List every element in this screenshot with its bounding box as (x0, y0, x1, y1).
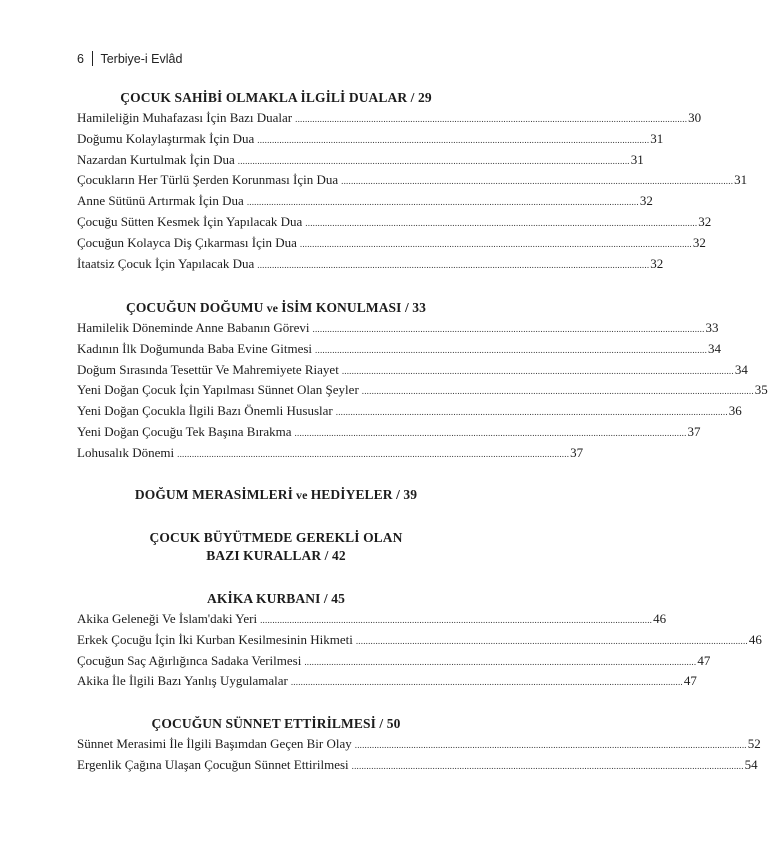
toc-list (77, 736, 761, 778)
toc-entry[interactable] (77, 652, 711, 674)
toc-entry[interactable] (77, 172, 748, 193)
dot-leader: ................................................................................................................................................................ (315, 344, 708, 355)
entry-title: Sünnet Merasimi İle İlgili Başımdan Geçen Bir Olay (77, 736, 352, 751)
entry-title: Kadının İlk Doğumunda Baba Evine Gitmesi (77, 340, 313, 356)
section-title-connector: ve (263, 301, 282, 315)
entry-page: 47 (683, 673, 697, 689)
toc-entry[interactable] (77, 756, 758, 778)
section-title-line: BAZI KURALLAR / 42 (206, 548, 346, 563)
dot-leader: ................................................................................................................................................................ (257, 259, 650, 270)
toc-list (77, 320, 768, 466)
toc-entry[interactable] (77, 255, 664, 277)
entry-title: Akika İle İlgili Bazı Yanlış Uygulamalar (77, 673, 288, 689)
toc-section (77, 715, 761, 778)
dot-leader: ................................................................................................................................................................ (177, 448, 570, 459)
entry-page: 54 (744, 756, 758, 772)
entry-title: Çocuğu Sütten Kesmek İçin Yapılacak Dua (77, 213, 303, 229)
entry-title: Çocuğun Saç Ağırlığınca Sadaka Verilmesi (77, 652, 302, 668)
entry-page: 37 (687, 423, 701, 439)
toc-list (77, 611, 762, 694)
entry-page: 31 (734, 172, 748, 188)
toc-entry[interactable] (77, 193, 653, 214)
toc-entry[interactable] (77, 320, 719, 341)
entry-title: Hamilelik Döneminde Anne Babanın Görevi (77, 320, 310, 335)
dot-leader: ................................................................................................................................................................ (305, 217, 698, 228)
entry-page: 32 (692, 234, 706, 250)
entry-title: Lohusalık Dönemi (77, 444, 175, 460)
toc-section (77, 299, 768, 466)
entry-title: Anne Sütünü Artırmak İçin Dua (77, 193, 244, 209)
section-title-part: ÇOCUĞUN DOĞUMU (125, 300, 264, 315)
entry-page: 32 (650, 255, 664, 271)
entry-title: Hamileliğin Muhafazası İçin Bazı Dualar (77, 110, 293, 125)
dot-leader: ................................................................................................................................................................ (299, 238, 692, 249)
entry-page: 37 (570, 444, 584, 460)
toc-entry[interactable] (77, 110, 702, 131)
section-title: ÇOCUK SAHİBİ OLMAKLA İLGİLİ DUALAR / 29 (120, 90, 432, 105)
toc-entry[interactable] (77, 234, 706, 256)
entry-title: Akika Geleneği Ve İslam'daki Yeri (77, 611, 258, 626)
running-header (77, 51, 182, 66)
section-title: AKİKA KURBANI / 45 (207, 591, 345, 606)
entry-title: Çocuğun Kolayca Diş Çıkarması İçin Dua (77, 234, 297, 250)
section-title-part: İSİM KONULMASI / 33 (281, 300, 427, 315)
entry-title: İtaatsiz Çocuk İçin Yapılacak Dua (77, 255, 255, 271)
entry-page: 31 (630, 151, 644, 167)
toc-entry[interactable] (77, 213, 712, 235)
toc-section (77, 89, 748, 276)
dot-leader: ................................................................................................................................................................ (341, 365, 734, 376)
entry-title: Çocukların Her Türlü Şerden Korunması İçin Dua (77, 172, 339, 188)
toc-list (77, 110, 748, 276)
dot-leader: ................................................................................................................................................................ (335, 407, 728, 418)
toc-entry[interactable] (77, 423, 701, 445)
entry-page: 34 (708, 340, 722, 356)
entry-page: 32 (639, 193, 653, 209)
section-title-line: ÇOCUK BÜYÜTMEDE GEREKLİ OLAN (149, 530, 403, 545)
toc-entry[interactable] (77, 444, 584, 466)
entry-title: Doğum Sırasında Tesettür Ve Mahremiyete Riayet (77, 361, 339, 377)
dot-leader: ................................................................................................................................................................ (304, 656, 697, 667)
dot-leader: ................................................................................................................................................................ (295, 114, 688, 124)
section-title (77, 299, 475, 317)
entry-page: 32 (698, 213, 712, 229)
dot-leader: ................................................................................................................................................................ (294, 427, 687, 438)
toc-entry[interactable] (77, 361, 748, 383)
dot-leader: ................................................................................................................................................................ (361, 386, 754, 397)
header-divider (92, 51, 94, 66)
dot-leader: ................................................................................................................................................................ (341, 176, 734, 187)
entry-page: 33 (705, 320, 719, 335)
entry-page: 34 (734, 361, 748, 377)
entry-page: 35 (754, 382, 768, 398)
toc-entry[interactable] (77, 403, 742, 424)
entry-page: 36 (728, 403, 742, 419)
toc-entry[interactable] (77, 382, 768, 403)
toc-entry[interactable] (77, 673, 697, 694)
entry-page: 52 (747, 736, 761, 751)
entry-page: 30 (688, 110, 702, 125)
section-title (77, 486, 475, 504)
entry-title: Yeni Doğan Çocukla İlgili Bazı Önemli Hususlar (77, 403, 333, 419)
dot-leader: ................................................................................................................................................................ (237, 155, 630, 166)
toc-section (77, 590, 762, 694)
section-title-part: DOĞUM MERASİMLERİ (134, 487, 293, 502)
dot-leader: ................................................................................................................................................................ (351, 760, 744, 771)
toc-entry[interactable] (77, 611, 667, 632)
section-title-connector: ve (292, 488, 311, 502)
section-title: ÇOCUĞUN SÜNNET ETTİRİLMESİ / 50 (151, 716, 401, 731)
entry-title: Nazardan Kurtulmak İçin Dua (77, 151, 235, 167)
entry-page: 47 (697, 652, 711, 668)
entry-page: 46 (653, 611, 667, 626)
entry-title: Yeni Doğan Çocuğu Tek Başına Bırakma (77, 423, 292, 439)
dot-leader: ................................................................................................................................................................ (290, 677, 683, 688)
dot-leader: ................................................................................................................................................................ (257, 134, 650, 145)
book-title: Terbiye-i Evlâd (100, 51, 183, 66)
entry-title: Ergenlik Çağına Ulaşan Çocuğun Sünnet Ettirilmesi (77, 756, 349, 772)
entry-page: 31 (650, 130, 664, 146)
dot-leader: ................................................................................................................................................................ (260, 615, 653, 625)
toc-section (77, 529, 475, 565)
toc-entry[interactable] (77, 130, 664, 152)
dot-leader: ................................................................................................................................................................ (312, 324, 705, 334)
dot-leader: ................................................................................................................................................................ (354, 740, 747, 750)
dot-leader: ................................................................................................................................................................ (355, 635, 748, 646)
section-title-part: HEDİYELER / 39 (310, 487, 418, 502)
entry-page: 46 (748, 631, 762, 647)
dot-leader: ................................................................................................................................................................ (246, 197, 639, 208)
page-number: 6 (77, 51, 84, 66)
entry-title: Doğumu Kolaylaştırmak İçin Dua (77, 130, 255, 146)
toc-section (77, 486, 475, 504)
entry-title: Yeni Doğan Çocuk İçin Yapılması Sünnet Olan Şeyler (77, 382, 359, 398)
toc-entry[interactable] (77, 340, 722, 362)
entry-title: Erkek Çocuğu İçin İki Kurban Kesilmesinin Hikmeti (77, 631, 353, 647)
toc-entry[interactable] (77, 736, 761, 757)
toc-entry[interactable] (77, 631, 762, 653)
toc-entry[interactable] (77, 151, 644, 173)
